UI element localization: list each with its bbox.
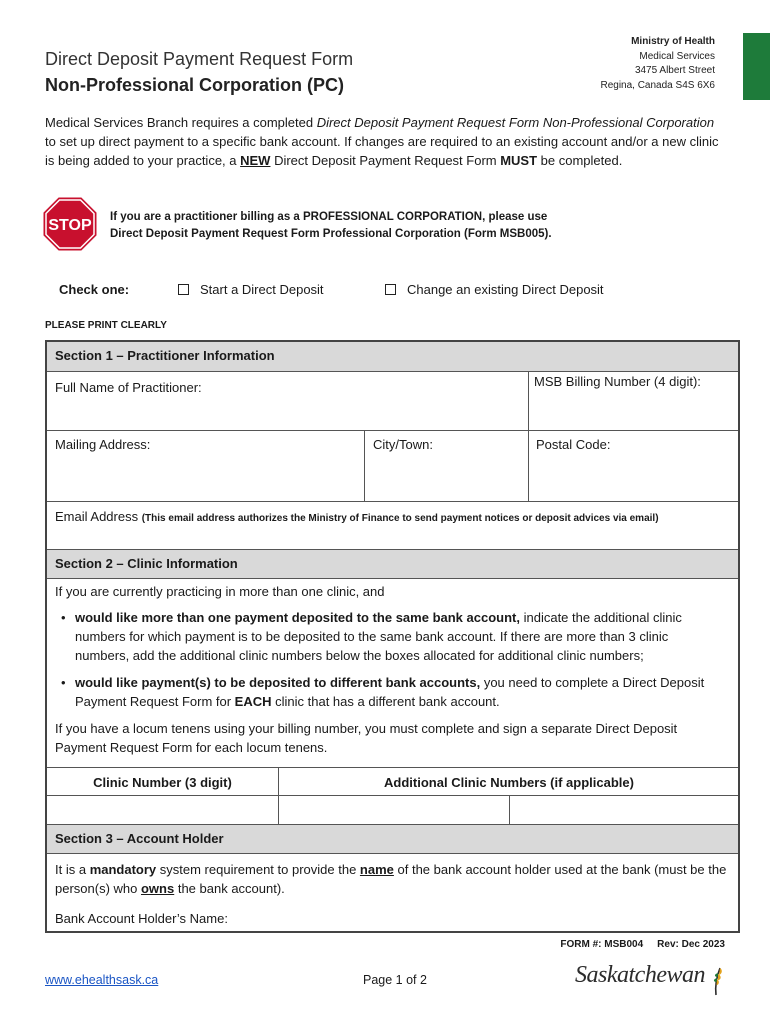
section3-header: Section 3 – Account Holder <box>47 824 738 854</box>
account-holder-note: It is a mandatory system requirement to provide the name of the bank account holder used at the bank (must be the person(s) who owns the bank account). <box>55 862 727 896</box>
msb-billing-label: MSB Billing Number (4 digit): <box>534 374 701 389</box>
clinic-number-field[interactable] <box>47 796 278 824</box>
form-number: FORM #: MSB004 Rev: Dec 2023 <box>560 939 725 950</box>
divider <box>47 430 738 431</box>
bullet-same-account: would like more than one payment deposited to the same bank account, indicate the additional clinic numbers for which payment is to be deposited to the same bank account. If there are more than 3 clinic numbers, add the additional clinic numbers below the boxes allocated for additional clinic numbers; <box>75 610 682 663</box>
divider <box>528 372 529 430</box>
bullet: • <box>61 675 66 690</box>
divider <box>47 501 738 502</box>
mailing-address-label: Mailing Address: <box>55 437 151 452</box>
form-title: Direct Deposit Payment Request Form <box>45 49 354 69</box>
divider <box>47 767 738 768</box>
full-name-label: Full Name of Practitioner: <box>55 380 202 395</box>
postal-code-label: Postal Code: <box>536 437 611 452</box>
intro-paragraph: Medical Services Branch requires a completed Direct Deposit Payment Request Form Non-Professional Corporation to set up direct payment to a specific bank account. If changes are required to an existing account and/or a new clinic is being added to your practice, a NEW Direct Deposit Payment Request Form MUST be completed. <box>45 115 719 168</box>
locum-note: If you have a locum tenens using your billing number, you must complete and sign a separate Direct Deposit Payment Request Form for each locum tenens. <box>55 721 678 755</box>
change-deposit-checkbox[interactable] <box>385 284 396 295</box>
stop-notice: If you are a practitioner billing as a PROFESSIONAL CORPORATION, please use Direct Deposit Payment Request Form Professional Corporation (Form MSB005). <box>110 211 552 240</box>
additional-clinic-field-1[interactable] <box>279 796 509 824</box>
ehealth-link[interactable]: www.ehealthsask.ca <box>45 973 159 987</box>
saskatchewan-logo: Saskatchewan <box>575 962 705 988</box>
form-table <box>45 340 740 933</box>
wheat-icon <box>706 964 726 996</box>
page-number: Page 1 of 2 <box>363 973 427 987</box>
change-deposit-option[interactable]: Change an existing Direct Deposit <box>385 282 604 297</box>
account-holder-label: Bank Account Holder’s Name: <box>55 911 228 926</box>
start-deposit-option[interactable]: Start a Direct Deposit <box>178 282 324 297</box>
section1-header: Section 1 – Practitioner Information <box>47 342 738 372</box>
city-label: City/Town: <box>373 437 433 452</box>
check-one-label: Check one: <box>59 282 130 297</box>
ministry-address: Ministry of Health Medical Services 3475 Albert Street Regina, Canada S4S 6X6 <box>600 36 715 91</box>
print-clearly-note: PLEASE PRINT CLEARLY <box>45 320 167 331</box>
section2-header: Section 2 – Clinic Information <box>47 549 738 579</box>
svg-text:STOP: STOP <box>48 217 92 234</box>
divider <box>528 430 529 501</box>
brand-tab <box>743 33 770 100</box>
stop-sign-icon <box>42 196 98 252</box>
divider <box>364 430 365 501</box>
email-label: Email Address (This email address authorizes the Ministry of Finance to send payment notices or deposit advices via email) <box>55 509 659 524</box>
clinic-lead: If you are currently practicing in more than one clinic, and <box>55 584 385 599</box>
form-subtitle: Non-Professional Corporation (PC) <box>45 75 345 95</box>
additional-clinic-field-2[interactable] <box>510 796 740 824</box>
bullet: • <box>61 610 66 625</box>
bullet-different-accounts: would like payment(s) to be deposited to different bank accounts, you need to complete a Direct Deposit Payment Request Form for EACH clinic that has a different bank account. <box>75 675 705 709</box>
additional-clinics-header: Additional Clinic Numbers (if applicable) <box>384 775 634 790</box>
clinic-number-header: Clinic Number (3 digit) <box>93 775 232 790</box>
start-deposit-checkbox[interactable] <box>178 284 189 295</box>
